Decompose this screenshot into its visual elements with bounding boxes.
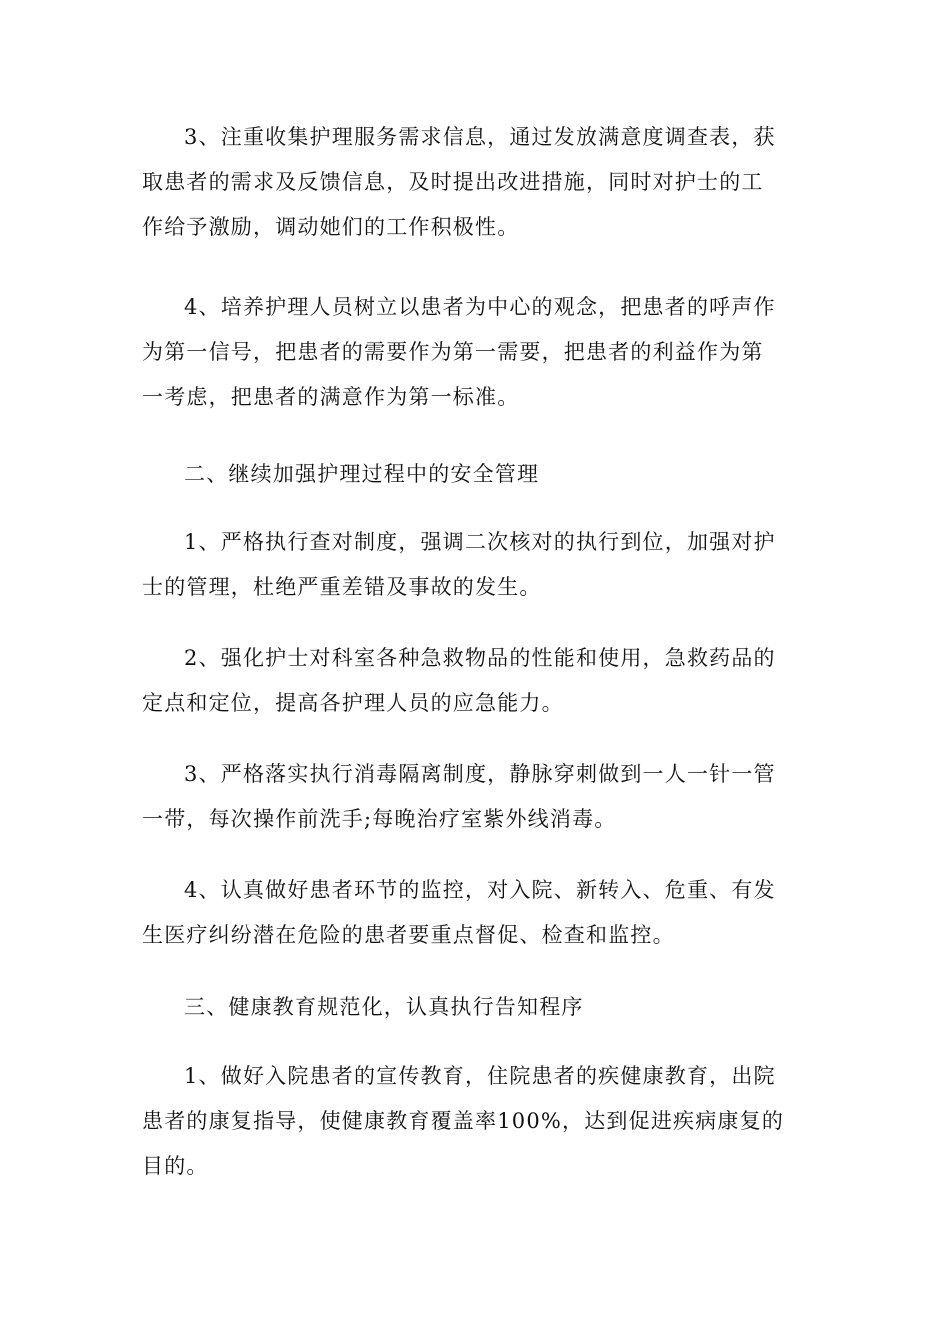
section-heading-3	[142, 985, 822, 1030]
text-line: 1、做好入院患者的宣传教育，住院患者的疾健康教育，出院	[184, 1064, 776, 1088]
text-line: 4、培养护理人员树立以患者为中心的观念，把患者的呼声作	[184, 295, 776, 319]
text-line: 作给予激励，调动她们的工作积极性。	[142, 215, 520, 239]
text-line: 1、严格执行查对制度，强调二次核对的执行到位，加强对护	[184, 530, 776, 554]
paragraph-2	[142, 285, 822, 420]
paragraph-3	[142, 520, 822, 610]
paragraph-5	[142, 752, 822, 842]
text-line: 3、注重收集护理服务需求信息，通过发放满意度调查表，获	[184, 125, 776, 149]
section-heading-2	[142, 452, 822, 497]
text-line: 2、强化护士对科室各种急救物品的性能和使用，急救药品的	[184, 646, 776, 670]
text-line: 取患者的需求及反馈信息，及时提出改进措施，同时对护士的工	[142, 170, 764, 194]
paragraph-1	[142, 115, 822, 250]
text-line: 生医疗纠纷潜在危险的患者要重点督促、检查和监控。	[142, 923, 675, 947]
text-line: 患者的康复指导，使健康教育覆盖率100%，达到促进疾病康复的	[142, 1109, 785, 1133]
paragraph-7	[142, 1054, 822, 1189]
text-line: 为第一信号，把患者的需要作为第一需要，把患者的利益作为第	[142, 340, 764, 364]
paragraph-4	[142, 636, 822, 726]
text-line: 士的管理，杜绝严重差错及事故的发生。	[142, 575, 542, 599]
text-line: 定点和定位，提高各护理人员的应急能力。	[142, 691, 564, 715]
paragraph-6	[142, 868, 822, 958]
text-line: 一带，每次操作前洗手;每晚治疗室紫外线消毒。	[142, 807, 617, 831]
heading-text: 三、健康教育规范化，认真执行告知程序	[184, 995, 584, 1019]
text-line: 一考虑，把患者的满意作为第一标准。	[142, 385, 520, 409]
text-line: 4、认真做好患者环节的监控，对入院、新转入、危重、有发	[184, 878, 776, 902]
heading-text: 二、继续加强护理过程中的安全管理	[184, 462, 540, 486]
text-line: 3、严格落实执行消毒隔离制度，静脉穿刺做到一人一针一管	[184, 762, 776, 786]
text-line: 目的。	[142, 1154, 209, 1178]
